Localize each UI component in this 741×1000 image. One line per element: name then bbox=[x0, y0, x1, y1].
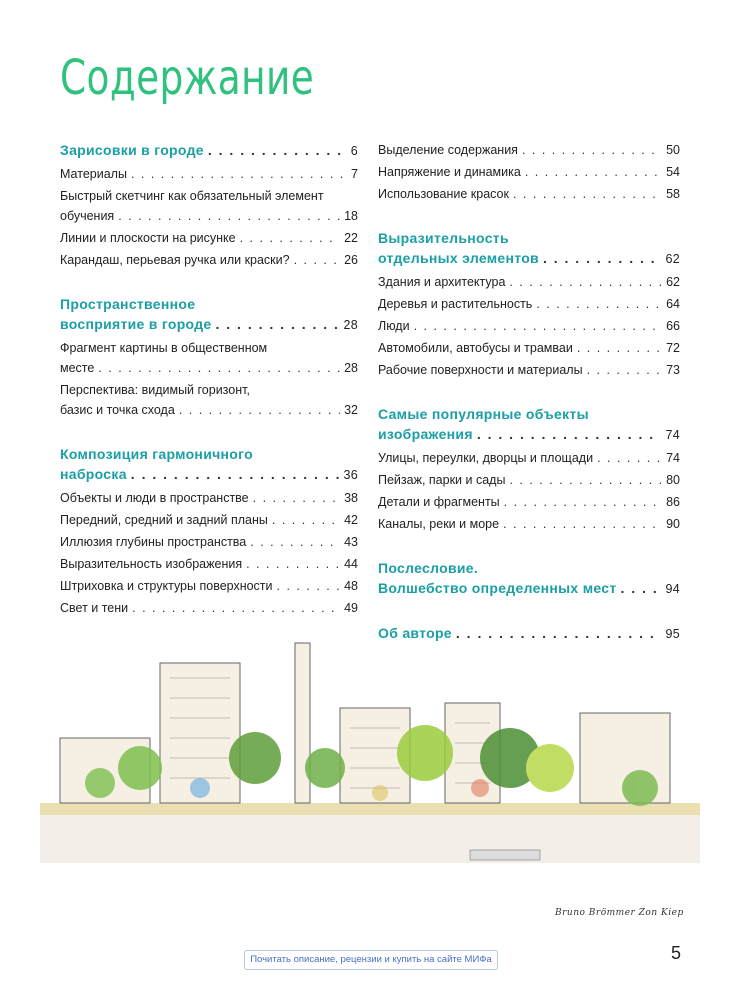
toc-leader-dots bbox=[272, 510, 340, 530]
toc-section bbox=[378, 140, 680, 204]
toc-label: Рабочие поверхности и материалы bbox=[378, 363, 583, 377]
toc-page-number: 6 bbox=[350, 144, 358, 158]
toc-page-number: 28 bbox=[344, 361, 358, 375]
riverbank bbox=[40, 803, 700, 815]
toc-page-number: 42 bbox=[344, 513, 358, 527]
toc-page-number: 62 bbox=[666, 275, 680, 289]
toc-page-number: 94 bbox=[665, 582, 680, 596]
buy-link[interactable]: Почитать описание, рецензии и купить на сайте МИФа bbox=[244, 950, 498, 970]
toc-row bbox=[60, 140, 358, 161]
toc-row bbox=[60, 576, 358, 596]
toc-section bbox=[60, 444, 358, 618]
toc-row bbox=[60, 400, 358, 420]
toc-leader-dots bbox=[587, 360, 663, 380]
toc-entry[interactable] bbox=[60, 488, 358, 508]
toc-entry[interactable] bbox=[60, 380, 358, 420]
toc-label: наброска bbox=[60, 466, 127, 482]
toc-leader-dots bbox=[132, 598, 340, 618]
toc-label: Объекты и люди в пространстве bbox=[60, 491, 249, 505]
toc-label: отдельных элементов bbox=[378, 250, 539, 266]
toc-label: Об авторе bbox=[378, 625, 452, 641]
toc-row bbox=[60, 464, 358, 485]
toc-entry[interactable] bbox=[378, 162, 680, 182]
toc-page-number: 66 bbox=[666, 319, 680, 333]
toc-entry[interactable] bbox=[60, 576, 358, 596]
toc-label: Пейзаж, парки и сады bbox=[378, 473, 506, 487]
toc-page-number: 80 bbox=[666, 473, 680, 487]
toc-line: Послесловие. bbox=[378, 560, 479, 576]
toc-leader-dots bbox=[513, 184, 662, 204]
toc-entry[interactable] bbox=[378, 184, 680, 204]
toc-right-column bbox=[378, 140, 680, 668]
toc-entry[interactable] bbox=[60, 250, 358, 270]
toc-label: Улицы, переулки, дворцы и площади bbox=[378, 451, 594, 465]
toc-label: обучения bbox=[60, 209, 115, 223]
toc-label: Напряжение и динамика bbox=[378, 165, 521, 179]
toc-label: Здания и архитектура bbox=[378, 275, 506, 289]
toc-entry[interactable] bbox=[378, 272, 680, 292]
toc-label: Выделение содержания bbox=[378, 143, 518, 157]
toc-entry[interactable] bbox=[378, 140, 680, 160]
toc-page-number: 74 bbox=[665, 428, 680, 442]
toc-entry[interactable] bbox=[378, 514, 680, 534]
toc-leader-dots bbox=[131, 164, 347, 184]
toc-line: Перспектива: видимый горизонт, bbox=[60, 383, 250, 397]
toc-page-number: 62 bbox=[665, 252, 680, 266]
toc-entry[interactable] bbox=[60, 228, 358, 248]
toc-section bbox=[60, 140, 358, 270]
boat bbox=[470, 850, 540, 860]
toc-page-number: 7 bbox=[351, 167, 358, 181]
toc-label: месте bbox=[60, 361, 95, 375]
toc-line: Фрагмент картины в общественном bbox=[60, 341, 268, 355]
toc-page-number: 50 bbox=[666, 143, 680, 157]
toc-page-number: 72 bbox=[666, 341, 680, 355]
toc-page-number: 64 bbox=[666, 297, 680, 311]
toc-section-heading[interactable] bbox=[60, 294, 358, 335]
toc-section bbox=[378, 404, 680, 534]
toc-leader-dots bbox=[477, 424, 662, 444]
toc-label: Линии и плоскости на рисунке bbox=[60, 231, 236, 245]
toc-label: Каналы, реки и море bbox=[378, 517, 500, 531]
toc-leader-dots bbox=[525, 162, 662, 182]
toc-page-number: 22 bbox=[344, 231, 358, 245]
toc-page-number: 90 bbox=[666, 517, 680, 531]
toc-page-number: 26 bbox=[344, 253, 358, 267]
toc-entry[interactable] bbox=[60, 338, 358, 378]
toc-leader-dots bbox=[246, 554, 340, 574]
toc-line: Быстрый скетчинг как обязательный элемент bbox=[60, 189, 324, 203]
toc-leader-dots bbox=[597, 448, 662, 468]
toc-entry[interactable] bbox=[378, 448, 680, 468]
toc-row bbox=[378, 492, 680, 512]
toc-entry[interactable] bbox=[378, 470, 680, 490]
toc-leader-dots bbox=[253, 488, 340, 508]
toc-entry[interactable] bbox=[60, 164, 358, 184]
toc-leader-dots bbox=[98, 358, 340, 378]
toc-page-number: 43 bbox=[344, 535, 358, 549]
toc-entry[interactable] bbox=[378, 294, 680, 314]
toc-section-heading[interactable] bbox=[378, 404, 680, 445]
toc-label: Материалы bbox=[60, 167, 127, 181]
toc-row bbox=[60, 554, 358, 574]
toc-label: Штриховка и структуры поверхности bbox=[60, 579, 273, 593]
toc-row bbox=[378, 448, 680, 468]
toc-label: Передний, средний и задний планы bbox=[60, 513, 268, 527]
toc-page-number: 28 bbox=[343, 318, 358, 332]
toc-label: Свет и тени bbox=[60, 601, 129, 615]
toc-row bbox=[378, 514, 680, 534]
toc-label: Волшебство определенных мест bbox=[378, 580, 617, 596]
toc-row bbox=[378, 316, 680, 336]
toc-entry[interactable] bbox=[378, 338, 680, 358]
toc-page-number: 44 bbox=[344, 557, 358, 571]
church-tower bbox=[295, 643, 310, 803]
toc-label: изображения bbox=[378, 426, 473, 442]
toc-leader-dots bbox=[536, 294, 662, 314]
toc-leader-dots bbox=[118, 206, 340, 226]
toc-leader-dots bbox=[509, 272, 662, 292]
toc-row bbox=[378, 424, 680, 445]
toc-leader-dots bbox=[208, 140, 347, 160]
toc-label: восприятие в городе bbox=[60, 316, 212, 332]
page-number: 5 bbox=[671, 943, 682, 963]
toc-row bbox=[60, 358, 358, 378]
toc-row bbox=[60, 206, 358, 226]
toc-section bbox=[60, 294, 358, 420]
toc-entry[interactable] bbox=[60, 554, 358, 574]
toc-row bbox=[60, 250, 358, 270]
toc-label: Детали и фрагменты bbox=[378, 495, 500, 509]
toc-leader-dots bbox=[503, 514, 662, 534]
toc-label: Автомобили, автобусы и трамваи bbox=[378, 341, 573, 355]
toc-row bbox=[378, 360, 680, 380]
toc-label: Использование красок bbox=[378, 187, 509, 201]
toc-leader-dots bbox=[215, 314, 339, 334]
toc-leader-dots bbox=[577, 338, 662, 358]
toc-row bbox=[60, 598, 358, 618]
toc-section-heading[interactable] bbox=[378, 228, 680, 269]
toc-entry[interactable] bbox=[60, 598, 358, 618]
toc-leader-dots bbox=[131, 464, 340, 484]
toc-leader-dots bbox=[543, 248, 662, 268]
toc-label: Зарисовки в городе bbox=[60, 142, 204, 158]
toc-section-heading[interactable] bbox=[60, 140, 358, 161]
toc-leader-dots bbox=[414, 316, 663, 336]
toc-leader-dots bbox=[509, 470, 662, 490]
toc-row bbox=[378, 338, 680, 358]
toc-entry[interactable] bbox=[60, 186, 358, 226]
toc-page-number: 74 bbox=[666, 451, 680, 465]
toc-page-number: 95 bbox=[665, 627, 680, 641]
toc-row bbox=[378, 294, 680, 314]
toc-section-heading[interactable] bbox=[60, 444, 358, 485]
toc-page-number: 32 bbox=[344, 403, 358, 417]
toc-label: Люди bbox=[378, 319, 410, 333]
artist-signature: Bruno Brömmer Zon Kiep bbox=[555, 908, 684, 918]
toc-left-column bbox=[60, 140, 358, 642]
toc-entry[interactable] bbox=[378, 492, 680, 512]
toc-line: Композиция гармоничного bbox=[60, 446, 253, 462]
toc-label: базис и точка схода bbox=[60, 403, 175, 417]
toc-leader-dots bbox=[294, 250, 341, 270]
toc-row bbox=[60, 532, 358, 552]
toc-line: Пространственное bbox=[60, 296, 196, 312]
toc-leader-dots bbox=[250, 532, 340, 552]
toc-leader-dots bbox=[522, 140, 662, 160]
toc-page-number: 38 bbox=[344, 491, 358, 505]
toc-line: Самые популярные объекты bbox=[378, 406, 589, 422]
toc-section bbox=[378, 558, 680, 599]
toc-row bbox=[378, 470, 680, 490]
toc-label: Выразительность изображения bbox=[60, 557, 243, 571]
toc-row bbox=[378, 248, 680, 269]
toc-page-number: 86 bbox=[666, 495, 680, 509]
toc-row bbox=[60, 228, 358, 248]
toc-page-number: 54 bbox=[666, 165, 680, 179]
toc-leader-dots bbox=[277, 576, 341, 596]
toc-section-heading[interactable] bbox=[378, 558, 680, 599]
toc-entry[interactable] bbox=[378, 316, 680, 336]
toc-entry[interactable] bbox=[378, 360, 680, 380]
toc-entry[interactable] bbox=[60, 532, 358, 552]
toc-line: Выразительность bbox=[378, 230, 509, 246]
toc-page-number: 36 bbox=[343, 468, 358, 482]
toc-page-number: 73 bbox=[666, 363, 680, 377]
toc-row bbox=[60, 510, 358, 530]
toc-label: Иллюзия глубины пространства bbox=[60, 535, 247, 549]
toc-page-number: 49 bbox=[344, 601, 358, 615]
toc-page-number: 58 bbox=[666, 187, 680, 201]
toc-section bbox=[378, 228, 680, 380]
toc-page-number: 48 bbox=[344, 579, 358, 593]
toc-entry[interactable] bbox=[60, 510, 358, 530]
toc-page-number: 18 bbox=[344, 209, 358, 223]
toc-row bbox=[60, 164, 358, 184]
toc-row bbox=[378, 140, 680, 160]
toc-leader-dots bbox=[504, 492, 662, 512]
page-title: Содержание bbox=[60, 50, 315, 106]
toc-row bbox=[60, 488, 358, 508]
toc-row bbox=[378, 162, 680, 182]
toc-leader-dots bbox=[621, 578, 662, 598]
toc-row bbox=[60, 314, 358, 335]
toc-row bbox=[378, 184, 680, 204]
river-water bbox=[40, 813, 700, 863]
toc-label: Деревья и растительность bbox=[378, 297, 533, 311]
city-sketch-illustration bbox=[40, 618, 700, 863]
toc-leader-dots bbox=[240, 228, 340, 248]
toc-label: Карандаш, перьевая ручка или краски? bbox=[60, 253, 290, 267]
toc-row bbox=[378, 272, 680, 292]
toc-row bbox=[378, 578, 680, 599]
toc-leader-dots bbox=[179, 400, 340, 420]
